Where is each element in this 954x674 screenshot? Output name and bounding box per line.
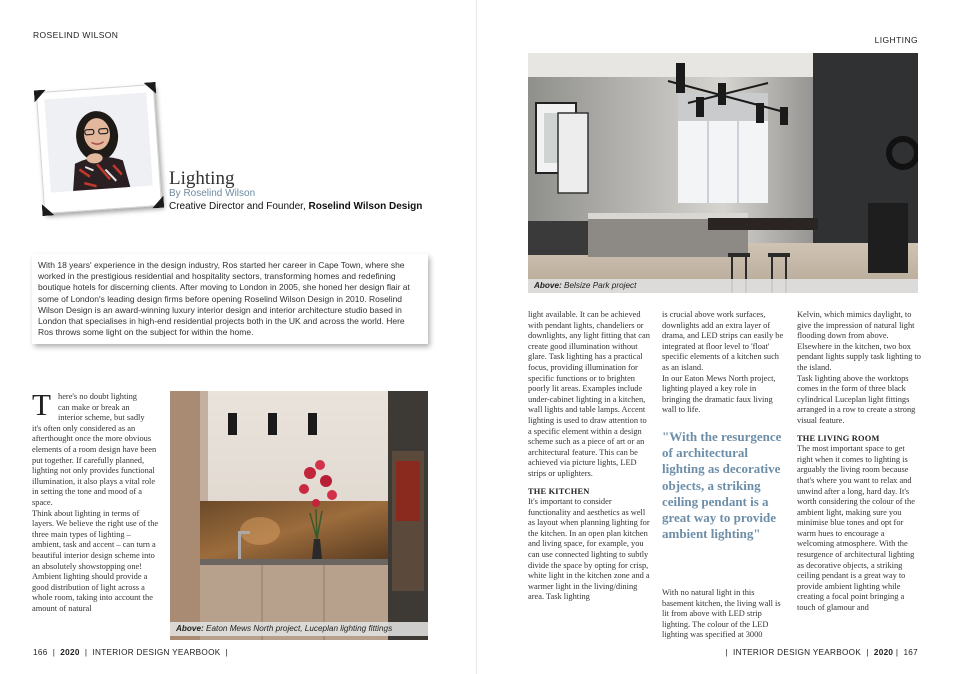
eaton-mews-kitchen-photo <box>170 391 428 640</box>
footer-year-left: 2020 <box>60 648 80 657</box>
author-photo <box>44 93 152 193</box>
body-paragraph: Think about lighting in terms of layers. We believe the right use of the three main types of lighting – ambient, task and accent – can turn a beautiful interior design scheme into an absolutely showstopping one! <box>32 508 159 571</box>
header-author: ROSELIND WILSON <box>33 30 119 40</box>
section-heading-kitchen: THE KITCHEN <box>528 486 590 496</box>
footer-right: | INTERIOR DESIGN YEARBOOK | 2020 | 167 <box>725 648 918 657</box>
body-paragraph: Kelvin, which mimics daylight, to give the impression of natural light flooding down from above. Elsewhere in the kitchen, two box pendant lights supply task lighting to the island. <box>797 310 921 372</box>
body-paragraph <box>32 387 159 509</box>
body-column-1 <box>32 387 159 614</box>
body-paragraph: light available. It can be achieved with pendant lights, chandeliers or downlights, any light fitting that can create good illumination without glare. Task lighting has a practical focus, providing illumination for specific functions or to brighten poorly lit areas. Examples include under-cabinet lighting in a kitchen, wall lights and table lamps. Accent lighting is used to draw attention to a specific element within a design scheme such as a piece of art or an architectural feature. This can be achieved via picture lights, LED strips or uplighters. <box>528 310 650 478</box>
page-number-left: 166 <box>33 648 48 657</box>
body-column-4-continued <box>662 588 784 641</box>
belsize-illustration <box>528 53 918 293</box>
body-paragraph: In our Eaton Mews North project, lighting played a key role in bringing the dramatic faux living wall to life. <box>662 373 776 415</box>
caption-text: Belsize Park project <box>561 281 637 290</box>
footer-publication-right: INTERIOR DESIGN YEARBOOK <box>733 648 862 657</box>
caption-text: Eaton Mews North project, Luceplan lighting fittings <box>203 624 393 633</box>
section-heading-living-room: THE LIVING ROOM <box>797 433 880 443</box>
body-paragraph: is crucial above work surfaces, downlights add an extra layer of drama, and LED strips can easily be integrated at floor level to 'float' specific elements of a kitchen such as an island. <box>662 310 784 372</box>
body-paragraph: It's important to consider functionality and aesthetics as well as layout when planning lighting for the kitchen. In an open plan kitchen and living space, for example, you can use connected lighting to subtly divide the space by opting for crisp, white light in the kitchen zone and a warmer light in the living/dining area. Task lighting <box>528 497 650 602</box>
footer-year-right: 2020 <box>873 648 894 657</box>
body-column-4 <box>662 310 784 416</box>
body-column-5 <box>797 310 921 614</box>
header-section: LIGHTING <box>874 35 918 45</box>
body-text: it's often only considered as an afterthought once the more obvious elements of a room design have been put together. If carefully planned, lighting not only provides functional illumination, it also plays a vital role in setting the tone and mood of a space. <box>32 423 157 507</box>
photo-corner-mount <box>42 203 55 216</box>
caption-label: Above: <box>176 624 204 633</box>
pull-quote: "With the resurgence of architectural lighting as decorative objects, a striking ceiling pendant is a great way to provide ambient lighting" <box>662 429 782 542</box>
author-portrait-illustration <box>44 93 152 193</box>
kitchen-illustration <box>170 391 428 640</box>
body-paragraph: With no natural light in this basement kitchen, the living wall is lit from above with LED strip lighting. The colour of the LED lighting was specified at 3000 <box>662 588 781 640</box>
body-line: interior scheme, but sadly <box>58 413 145 423</box>
caption-label: Above: <box>534 281 562 290</box>
photo-corner-mount <box>151 196 164 209</box>
article-title: Lighting <box>169 168 235 189</box>
page-spine <box>476 0 477 674</box>
article-byline: By Roselind Wilson <box>169 188 256 199</box>
page-number-right: 167 <box>903 648 918 657</box>
caption-belsize-park <box>528 279 918 293</box>
belsize-park-photo <box>528 53 918 293</box>
author-company: Roselind Wilson Design <box>308 201 423 212</box>
body-column-3 <box>528 310 650 603</box>
footer-publication-left: INTERIOR DESIGN YEARBOOK <box>92 648 221 657</box>
body-line: can make or break an <box>58 402 130 412</box>
body-paragraph: The most important space to get right when it comes to lighting is arguably the living room because that's where you want to relax and unwind after a long, hard day. It's worth considering the colour of the ambient light, making sure you minimise blue tones and opt for warm hues to encourage a welcoming atmosphere. With the resurgence of architectural lighting as decorative objects, a striking ceiling pendant is a great way to provide ambient lighting while creating a focal point bringing a touch of glamour and <box>797 444 915 613</box>
author-role <box>169 201 422 212</box>
body-paragraph: Task lighting above the worktops comes in the form of three black cylindrical Luceplan light fittings arranged in a row to create a strong visual feature. <box>797 373 916 425</box>
body-line: here's no doubt lighting <box>58 392 137 401</box>
footer-left: 166 | 2020 | INTERIOR DESIGN YEARBOOK | <box>33 648 229 657</box>
drop-cap: T <box>32 387 51 422</box>
author-bio: With 18 years' experience in the design industry, Ros started her career in Cape Town, where she worked in the prestigious residential and hospitality sectors, transforming homes and redefining boutique hotels for discerning clients. After moving to London in 2005, she honed her design flair at some of London's leading design firms before opening Roselind Wilson Design in 2010. Roselind Wilson Design is an award-winning luxury interior design and interior architecture studio based in London that specialises in high-end residential projects both in the UK and across the world. Here Ros throws some light on the subject for within the home. <box>32 254 428 344</box>
body-paragraph: Ambient lighting should provide a good distribution of light across a whole room, taking into account the amount of natural <box>32 572 153 613</box>
author-polaroid <box>36 84 162 214</box>
caption-eaton-mews <box>170 622 428 636</box>
author-role-prefix: Creative Director and Founder, <box>169 201 309 212</box>
